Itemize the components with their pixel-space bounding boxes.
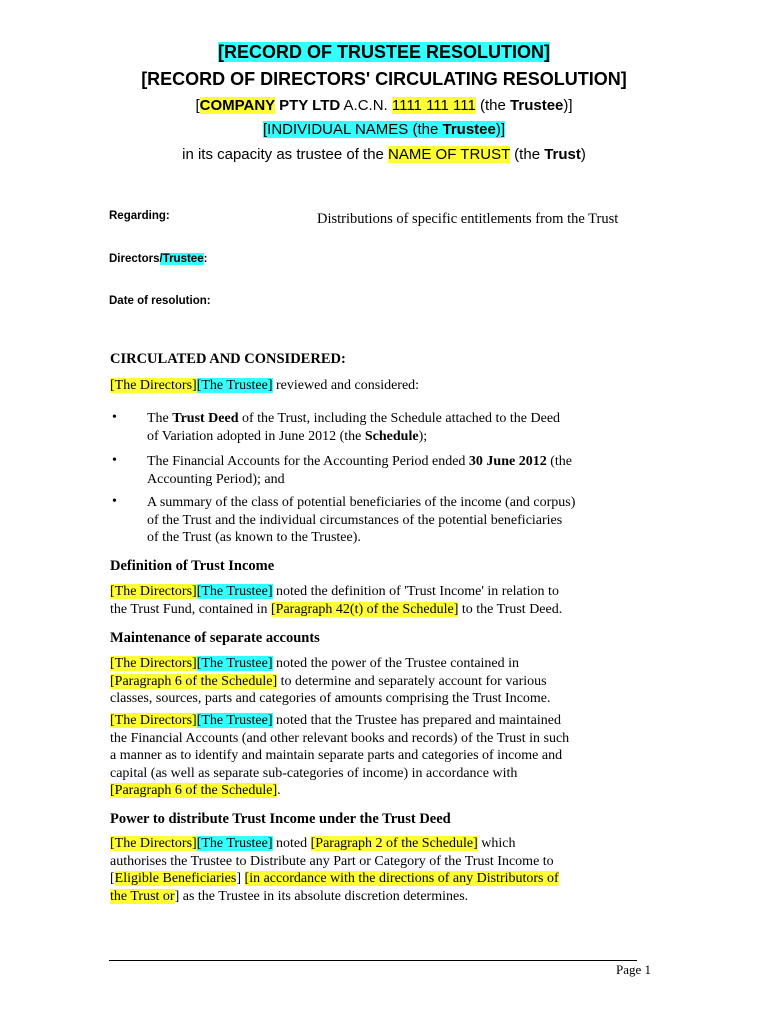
bullet-3-marker: • <box>112 494 117 509</box>
definition-paragraph: [The Directors][The Trustee] noted the definition of 'Trust Income' in relation to the Trust Fund, contained in [Paragraph 42(t) of the Schedule] to the Trust Deed. <box>110 584 563 617</box>
individual-names-line: [INDIVIDUAL NAMES (the Trustee)] <box>262 121 506 138</box>
maintenance-paragraph-1: [The Directors][The Trustee] noted the power of the Trustee contained in [Paragraph 6 of the Schedule] to determine and separately account for various classes, sources, parts and categories of amounts comprising the Trust Income. <box>110 656 551 706</box>
footer-divider <box>109 960 637 961</box>
company-line: [COMPANY PTY LTD A.C.N. 1111 111 111 (the Trustee)] <box>195 97 573 114</box>
circulated-intro: [The Directors][The Trustee] reviewed and considered: <box>110 378 420 393</box>
directors-label: Directors/Trustee: <box>109 253 208 265</box>
title-trustee-resolution-text: [RECORD OF TRUSTEE RESOLUTION] <box>218 42 550 62</box>
power-paragraph: [The Directors][The Trustee] noted [Paragraph 2 of the Schedule] which authorises the Trustee to Distribute any Part or Category of the Trust Income to [Eligible Beneficiaries] [in accordance with the directions of any Distributors of the Trust or] as the Trustee in its absolute discretion determines. <box>110 836 559 904</box>
date-of-resolution-label: Date of resolution: <box>109 295 211 307</box>
bullet-3-text: A summary of the class of potential beneficiaries of the income (and corpus) of the Trust and the individual circumstances of the potential beneficiaries of the Trust (as known to the Trustee). <box>147 495 576 545</box>
title-trustee-resolution <box>0 42 768 63</box>
definition-heading: Definition of Trust Income <box>110 558 275 574</box>
regarding-label: Regarding: <box>109 210 170 222</box>
trust-name-placeholder: NAME OF TRUST <box>388 146 511 163</box>
acn-placeholder: 1111 111 111 <box>391 97 476 114</box>
capacity-line: in its capacity as trustee of the NAME OF TRUST (the Trust) <box>182 146 586 163</box>
power-heading: Power to distribute Trust Income under the Trust Deed <box>110 811 451 827</box>
bullet-1-marker: • <box>112 410 117 425</box>
company-placeholder: COMPANY <box>199 97 275 114</box>
regarding-value: Distributions of specific entitlements from the Trust <box>317 211 619 227</box>
bullet-1-text: The Trust Deed of the Trust, including the Schedule attached to the Deed of Variation adopted in June 2012 (the Schedule); <box>147 411 561 444</box>
maintenance-heading: Maintenance of separate accounts <box>110 630 320 646</box>
bullet-2-marker: • <box>112 453 117 468</box>
page-number: Page 1 <box>616 962 652 977</box>
maintenance-paragraph-2: [The Directors][The Trustee] noted that the Trustee has prepared and maintained the Financial Accounts (and other relevant books and records) of the Trust in such a manner as to identify and maintain separate parts and categories of income and capital (as well as separate sub-categories of income) in accordance with [Paragraph 6 of the Schedule]. <box>110 713 570 798</box>
title-directors-resolution: [RECORD OF DIRECTORS' CIRCULATING RESOLUTION] <box>141 69 627 89</box>
bullet-2-text: The Financial Accounts for the Accounting Period ended 30 June 2012 (the Accounting Period); and <box>147 454 572 487</box>
circulated-heading: CIRCULATED AND CONSIDERED: <box>110 351 346 367</box>
